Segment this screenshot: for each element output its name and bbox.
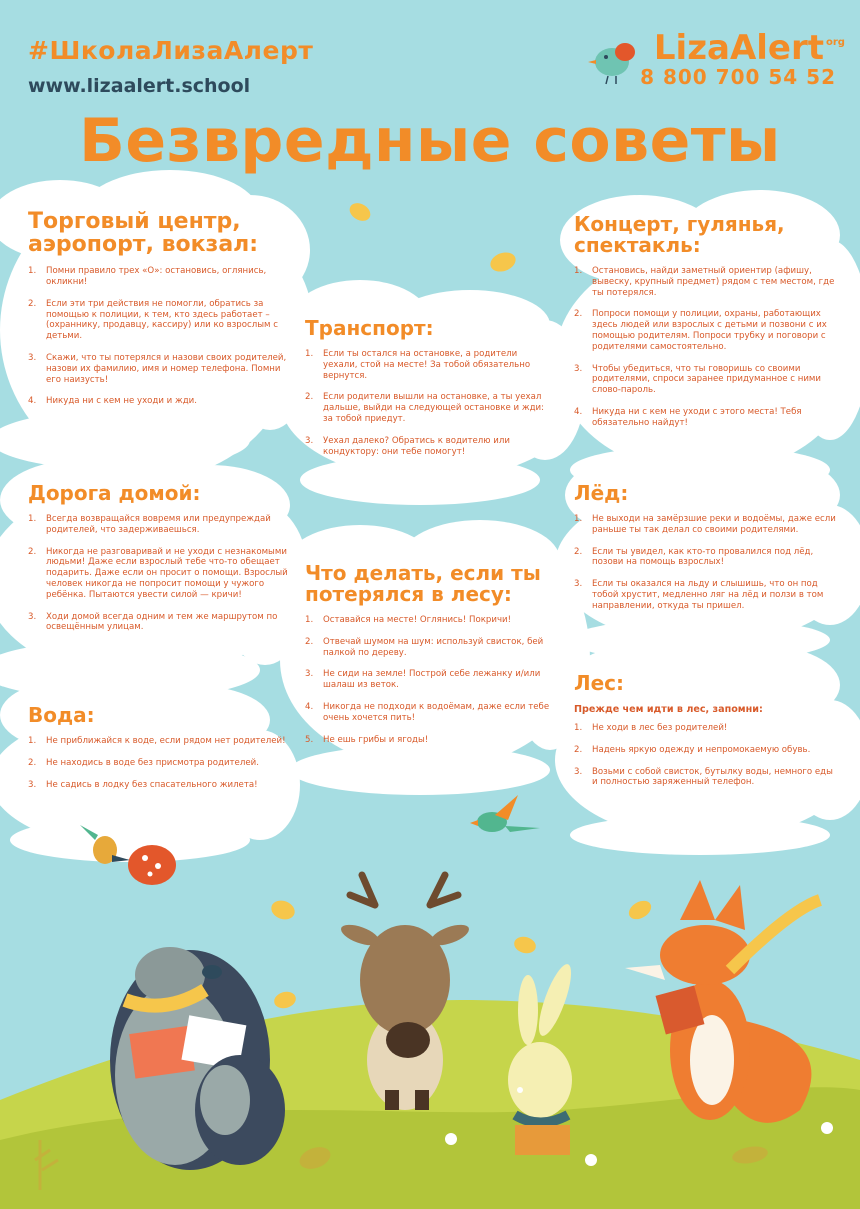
item-text: Не садись в лодку без спасательного жилета! <box>46 779 258 790</box>
list-item <box>28 547 296 601</box>
item-number: 1. <box>305 349 314 359</box>
item-text: Никогда не разговаривай и не уходи с незнакомыми людьми! Даже если взрослый тебе что-то обещает подарить. Даже если он просит о помощи. Взрослый человек никогда не попросит помощи у чужого ребёнка. Пытаются увести силой — кричи! <box>46 546 288 600</box>
item-number: 1. <box>574 266 583 276</box>
brand-name: LizaAlert <box>653 28 824 68</box>
item-text: Не выходи на замёрзшие реки и водоёмы, даже если раньше ты так делал со своими родителями. <box>592 514 836 535</box>
flying-bird-icon <box>470 795 540 832</box>
section-water <box>28 705 296 801</box>
item-text: Попроси помощи у полиции, охраны, работающих здесь людей или взрослых с детьми и позвони с их помощью родителям. Попроси трубку и поговори с родителями самостоятельно. <box>592 309 827 352</box>
item-number: 2. <box>574 546 583 557</box>
tips-list <box>305 615 550 745</box>
list-item <box>28 353 296 385</box>
bird-logo-icon <box>588 43 635 84</box>
list-item <box>574 579 836 611</box>
item-text: Ходи домой всегда одним и тем же маршрутом по освещённым улицам. <box>46 611 278 633</box>
item-number: 2. <box>574 309 583 320</box>
item-text: Не ешь грибы и ягоды! <box>323 734 429 745</box>
hotline-phone[interactable]: 8 800 700 54 52 <box>640 65 836 89</box>
item-number: 3. <box>305 435 314 446</box>
list-item <box>574 266 836 298</box>
section-home <box>28 483 296 644</box>
item-number: 2. <box>28 757 37 768</box>
item-number: 4. <box>28 396 37 407</box>
item-text: Никуда ни с кем не уходи и жди. <box>46 396 197 407</box>
brand-block <box>640 28 845 89</box>
section-concert <box>574 214 836 440</box>
item-text: Скажи, что ты потерялся и назови своих родителей, назови их фамилию, имя и номер телефона. Помни его наизусть! <box>46 352 287 385</box>
item-text: Если ты увидел, как кто-то провалился под лёд, позови на помощь взрослых! <box>592 546 814 568</box>
tips-list <box>28 514 296 633</box>
item-text: Чтобы убедиться, что ты говоришь со своими родителями, спроси заранее придуманное с ними слово-пароль. <box>592 363 821 396</box>
item-text: Если ты оказался на льду и слышишь, что он под тобой хрустит, медленно ляг на лёд и ползи в том направлении, откуда ты пришел. <box>592 579 824 611</box>
section-heading <box>574 214 836 256</box>
item-text: Остановись, найди заметный ориентир (афишу, вывеску, крупный предмет) рядом с тем местом, где ты потерялся. <box>592 266 835 298</box>
list-item <box>28 758 296 769</box>
section-lead: Прежде чем идти в лес, запомни: <box>574 704 763 715</box>
heading-line: спектакль: <box>574 233 701 257</box>
list-item <box>28 514 296 536</box>
item-text: Надень яркую одежду и непромокаемую обувь. <box>592 744 811 755</box>
section-heading <box>28 210 296 256</box>
section-forest-lost <box>305 563 550 756</box>
item-text: Всегда возвращайся вовремя или предупреждай родителей, что задерживаешься. <box>46 514 271 535</box>
item-number: 1. <box>574 723 583 733</box>
section-heading: Транспорт: <box>305 316 434 340</box>
list-item <box>28 396 296 407</box>
item-text: Не ходи в лес без родителей! <box>592 723 728 733</box>
heading-line: Торговый центр, <box>28 209 241 234</box>
list-item <box>28 736 296 747</box>
section-heading: Дорога домой: <box>28 481 201 505</box>
tips-list <box>28 736 296 790</box>
list-item <box>574 514 836 536</box>
section-heading: Лес: <box>574 671 625 695</box>
section-heading: Вода: <box>28 703 95 727</box>
list-item <box>574 723 836 734</box>
section-heading <box>305 563 550 605</box>
item-text: Если эти три действия не помогли, обратись за помощью к полиции, к тем, кто здесь работает – (охраннику, продавцу, кассиру) или ко взрослым с детьми. <box>46 298 278 342</box>
item-number: 3. <box>28 611 37 622</box>
list-item <box>28 299 296 342</box>
list-item <box>28 612 296 634</box>
list-item <box>28 266 296 288</box>
hashtag: #ШколаЛизаАлерт <box>28 36 314 65</box>
list-item <box>28 780 296 791</box>
item-number: 3. <box>28 779 37 790</box>
heading-line: Концерт, гулянья, <box>574 212 785 236</box>
list-item <box>574 407 836 429</box>
list-item <box>305 702 550 724</box>
item-number: 3. <box>574 363 583 374</box>
tips-list <box>574 266 836 429</box>
item-text: Никуда ни с кем не уходи с этого места! Тебя обязательно найдут! <box>592 406 802 428</box>
heading-line: Что делать, если ты <box>305 561 541 585</box>
item-text: Если родители вышли на остановке, а ты уехал дальше, выйди на следующей остановке и жди: за тобой приедут. <box>323 392 545 424</box>
item-number: 2. <box>28 546 37 557</box>
list-item <box>305 349 550 381</box>
item-number: 2. <box>305 392 314 403</box>
item-number: 1. <box>28 514 37 524</box>
item-number: 1. <box>574 514 583 524</box>
item-text: Оставайся на месте! Оглянись! Покричи! <box>323 615 512 625</box>
item-number: 3. <box>574 766 583 777</box>
item-number: 1. <box>28 266 37 277</box>
website-link[interactable]: www.lizaalert.school <box>28 75 251 97</box>
list-item <box>574 767 836 789</box>
heading-line: потерялся в лесу: <box>305 582 512 606</box>
item-text: Помни правило трех «О»: остановись, оглянись, окликни! <box>46 266 267 287</box>
item-text: Если ты остался на остановке, а родители уехали, стой на месте! За тобой обязательно вернутся. <box>323 349 531 381</box>
list-item <box>574 309 836 352</box>
item-number: 2. <box>28 298 37 309</box>
tips-list <box>574 723 836 788</box>
list-item <box>305 392 550 424</box>
hedgehog-illustration <box>110 947 285 1170</box>
item-number: 2. <box>574 744 583 755</box>
tips-list <box>28 266 296 407</box>
section-ice <box>574 483 836 623</box>
list-item <box>305 637 550 659</box>
item-number: 3. <box>28 352 37 363</box>
item-number: 3. <box>574 579 583 590</box>
section-mall <box>28 210 296 418</box>
list-item <box>305 436 550 458</box>
item-number: 1. <box>305 615 314 625</box>
list-item <box>574 745 836 756</box>
list-item <box>305 615 550 626</box>
item-text: Не приближайся к воде, если рядом нет родителей! <box>46 736 286 746</box>
item-number: 1. <box>28 736 37 746</box>
heading-line: аэропорт, вокзал: <box>28 232 259 258</box>
list-item <box>574 364 836 396</box>
item-number: 5. <box>305 734 314 745</box>
list-item <box>305 669 550 691</box>
section-heading: Лёд: <box>574 481 629 505</box>
item-text: Никогда не подходи к водоёмам, даже если тебе очень хочется пить! <box>323 701 550 723</box>
brand-suffix: org <box>826 37 845 48</box>
item-text: Не находись в воде без присмотра родителей. <box>46 757 259 768</box>
item-number: 4. <box>305 701 314 712</box>
item-text: Не сиди на земле! Построй себе лежанку и/или шалаш из веток. <box>323 669 541 691</box>
item-text: Уехал далеко? Обратись к водителю или кондуктору: они тебе помогут! <box>323 435 510 457</box>
section-forest <box>574 673 836 799</box>
item-number: 4. <box>574 406 583 417</box>
tips-list <box>574 514 836 612</box>
poster-title: Безвредные советы <box>79 106 781 176</box>
tips-list <box>305 349 550 457</box>
item-text: Отвечай шумом на шум: используй свисток, бей палкой по дереву. <box>323 636 544 658</box>
list-item <box>305 735 550 746</box>
section-transport <box>305 318 550 468</box>
list-item <box>574 547 836 569</box>
item-number: 3. <box>305 669 314 680</box>
item-number: 2. <box>305 636 314 647</box>
item-text: Возьми с собой свисток, бутылку воды, немного еды и полностью заряженный телефон. <box>592 766 833 788</box>
